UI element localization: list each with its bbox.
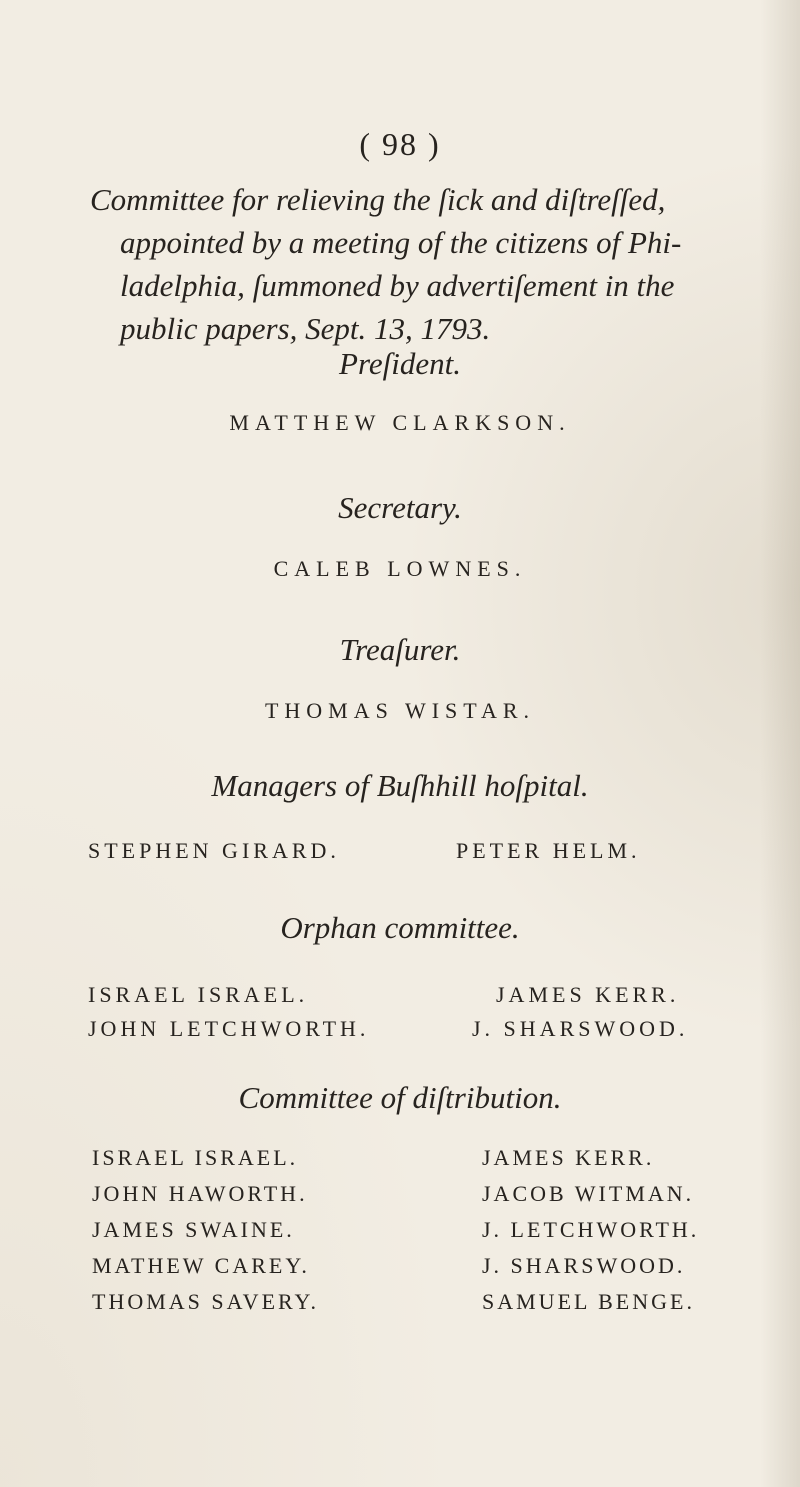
committee-heading: [90, 178, 770, 350]
distribution-right-4: J. SHARSWOOD.: [482, 1253, 686, 1278]
treasurer-name: THOMAS WISTAR.: [264, 698, 536, 723]
orphan-row-1-right: JAMES KERR.: [496, 982, 680, 1007]
distribution-right-1: JAMES KERR.: [482, 1145, 655, 1170]
bushhill-name-2: PETER HELM.: [456, 838, 641, 863]
orphan-label: Orphan committee.: [280, 910, 520, 945]
distribution-right-column: [482, 1140, 699, 1320]
distribution-right-2: JACOB WITMAN.: [482, 1181, 695, 1206]
distribution-left-column: [92, 1140, 319, 1320]
bushhill-name-1: STEPHEN GIRARD.: [88, 838, 340, 863]
treasurer-label: Treaſurer.: [339, 632, 461, 667]
distribution-left-2: JOHN HAWORTH.: [92, 1181, 308, 1206]
distribution-left-5: THOMAS SAVERY.: [92, 1289, 320, 1314]
distribution-left-1: ISRAEL ISRAEL.: [92, 1145, 299, 1170]
heading-line-3: ladelphia, ſummoned by advertiſement in the: [120, 268, 675, 303]
president-name: MATTHEW CLARKSON.: [229, 410, 571, 435]
orphan-row-2-left: JOHN LETCHWORTH.: [88, 1016, 370, 1041]
distribution-left-4: MATHEW CAREY.: [92, 1253, 310, 1278]
president-label: Preſident.: [339, 346, 461, 381]
page-number: ( 98 ): [359, 126, 441, 162]
orphan-row-2-right: J. SHARSWOOD.: [472, 1016, 689, 1041]
distribution-left-3: JAMES SWAINE.: [92, 1217, 295, 1242]
heading-line-2: appointed by a meeting of the citizens of Phi-: [120, 225, 682, 260]
distribution-right-5: SAMUEL BENGE.: [482, 1289, 695, 1314]
distribution-right-3: J. LETCHWORTH.: [482, 1217, 700, 1242]
distribution-label: Committee of diſtribution.: [238, 1080, 562, 1115]
bushhill-label: Managers of Buſhhill hoſpital.: [211, 768, 589, 803]
secretary-name: CALEB LOWNES.: [273, 556, 527, 581]
secretary-label: Secretary.: [338, 490, 462, 525]
orphan-row-1-left: ISRAEL ISRAEL.: [88, 982, 309, 1007]
heading-line-4: public papers, Sept. 13, 1793.: [120, 311, 491, 346]
heading-line-1: Committee for relieving the ſick and diſtreſſed,: [90, 182, 666, 217]
